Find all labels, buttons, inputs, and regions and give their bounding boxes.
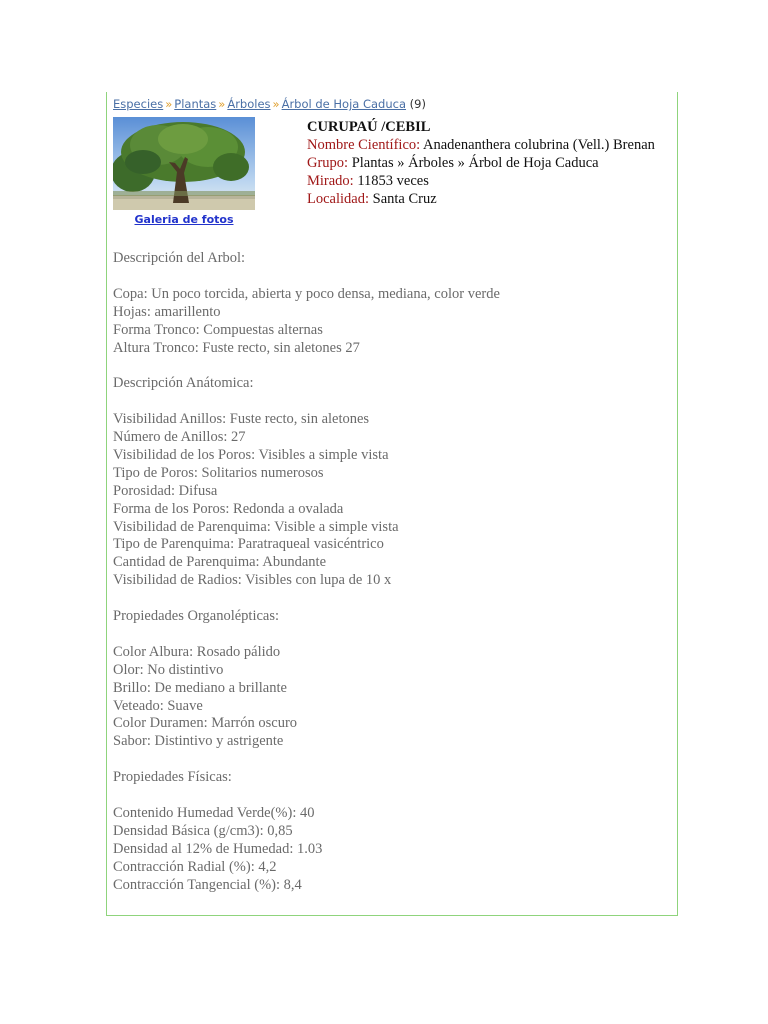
section-line: Contenido Humedad Verde(%): 40 — [113, 804, 315, 821]
locality-label: Localidad: — [307, 191, 370, 207]
section-heading: Propiedades Físicas: — [113, 769, 232, 786]
section-line: Visibilidad de Parenquima: Visible a simple vista — [113, 518, 399, 535]
section-line: Densidad Básica (g/cm3): 0,85 — [113, 822, 293, 839]
section-line: Contracción Radial (%): 4,2 — [113, 858, 277, 875]
breadcrumb-separator: » — [165, 97, 173, 111]
section-line: Tipo de Poros: Solitarios numerosos — [113, 464, 324, 481]
section-line: Porosidad: Difusa — [113, 482, 218, 499]
breadcrumb-separator: » — [272, 97, 280, 111]
section-line: Densidad al 12% de Humedad: 1.03 — [113, 840, 323, 857]
section-heading: Descripción del Arbol: — [113, 250, 246, 266]
section-heading: Descripción Anátomica: — [113, 375, 254, 392]
section-line: Sabor: Distintivo y astrigente — [113, 733, 284, 750]
breadcrumb-plantas[interactable]: Plantas — [174, 97, 217, 111]
breadcrumb-arboles[interactable]: Árboles — [227, 97, 271, 111]
section-line: Color Albura: Rosado pálido — [113, 643, 281, 660]
species-info — [307, 118, 655, 208]
section-line: Altura Tronco: Fuste recto, sin aletones 27 — [113, 339, 360, 356]
section-line: Visibilidad de los Poros: Visibles a simple vista — [113, 446, 389, 463]
section-line: Visibilidad de Radios: Visibles con lupa de 10 x — [113, 572, 392, 589]
section-line: Forma Tronco: Compuestas alternas — [113, 321, 323, 338]
section-line: Olor: No distintivo — [113, 661, 224, 678]
description-body — [113, 250, 500, 895]
group-row — [307, 154, 655, 172]
group-label: Grupo: — [307, 155, 349, 171]
views-row — [307, 172, 655, 190]
section-line: Copa: Un poco torcida, abierta y poco densa, mediana, color verde — [113, 285, 500, 302]
section-line: Cantidad de Parenquima: Abundante — [113, 554, 327, 571]
scientific-name-label: Nombre Científico: — [307, 137, 421, 153]
section-line: Brillo: De mediano a brillante — [113, 679, 287, 696]
breadcrumb-count: (9) — [409, 97, 426, 111]
section-line: Hojas: amarillento — [113, 303, 221, 320]
section-line: Visibilidad Anillos: Fuste recto, sin aletones — [113, 411, 370, 428]
section-line: Veteado: Suave — [113, 697, 203, 714]
views-value: 11853 veces — [357, 173, 429, 189]
section-line: Tipo de Parenquima: Paratraqueal vasicéntrico — [113, 536, 384, 553]
locality-row — [307, 190, 655, 208]
section-line: Número de Anillos: 27 — [113, 429, 246, 446]
section-line: Forma de los Poros: Redonda a ovalada — [113, 500, 344, 517]
species-title: CURUPAÚ /CEBIL — [307, 119, 431, 135]
section-heading: Propiedades Organolépticas: — [113, 608, 280, 625]
breadcrumb — [113, 97, 426, 111]
locality-value: Santa Cruz — [372, 191, 437, 207]
section-line: Contracción Tangencial (%): 8,4 — [113, 876, 302, 893]
gallery-link[interactable]: Galeria de fotos — [134, 213, 234, 226]
breadcrumb-especies[interactable]: Especies — [113, 97, 164, 111]
scientific-name-value: Anadenanthera colubrina (Vell.) Brenan — [422, 137, 655, 153]
tree-photo[interactable] — [113, 117, 255, 210]
group-value: Plantas » Árboles » Árbol de Hoja Caduca — [351, 155, 599, 171]
views-label: Mirado: — [307, 173, 354, 189]
section-line: Color Duramen: Marrón oscuro — [113, 715, 298, 732]
scientific-name-row — [307, 136, 655, 154]
breadcrumb-arbol-hoja-caduca[interactable]: Árbol de Hoja Caduca — [281, 97, 407, 111]
gallery-link-wrap — [113, 213, 255, 226]
breadcrumb-separator: » — [218, 97, 226, 111]
